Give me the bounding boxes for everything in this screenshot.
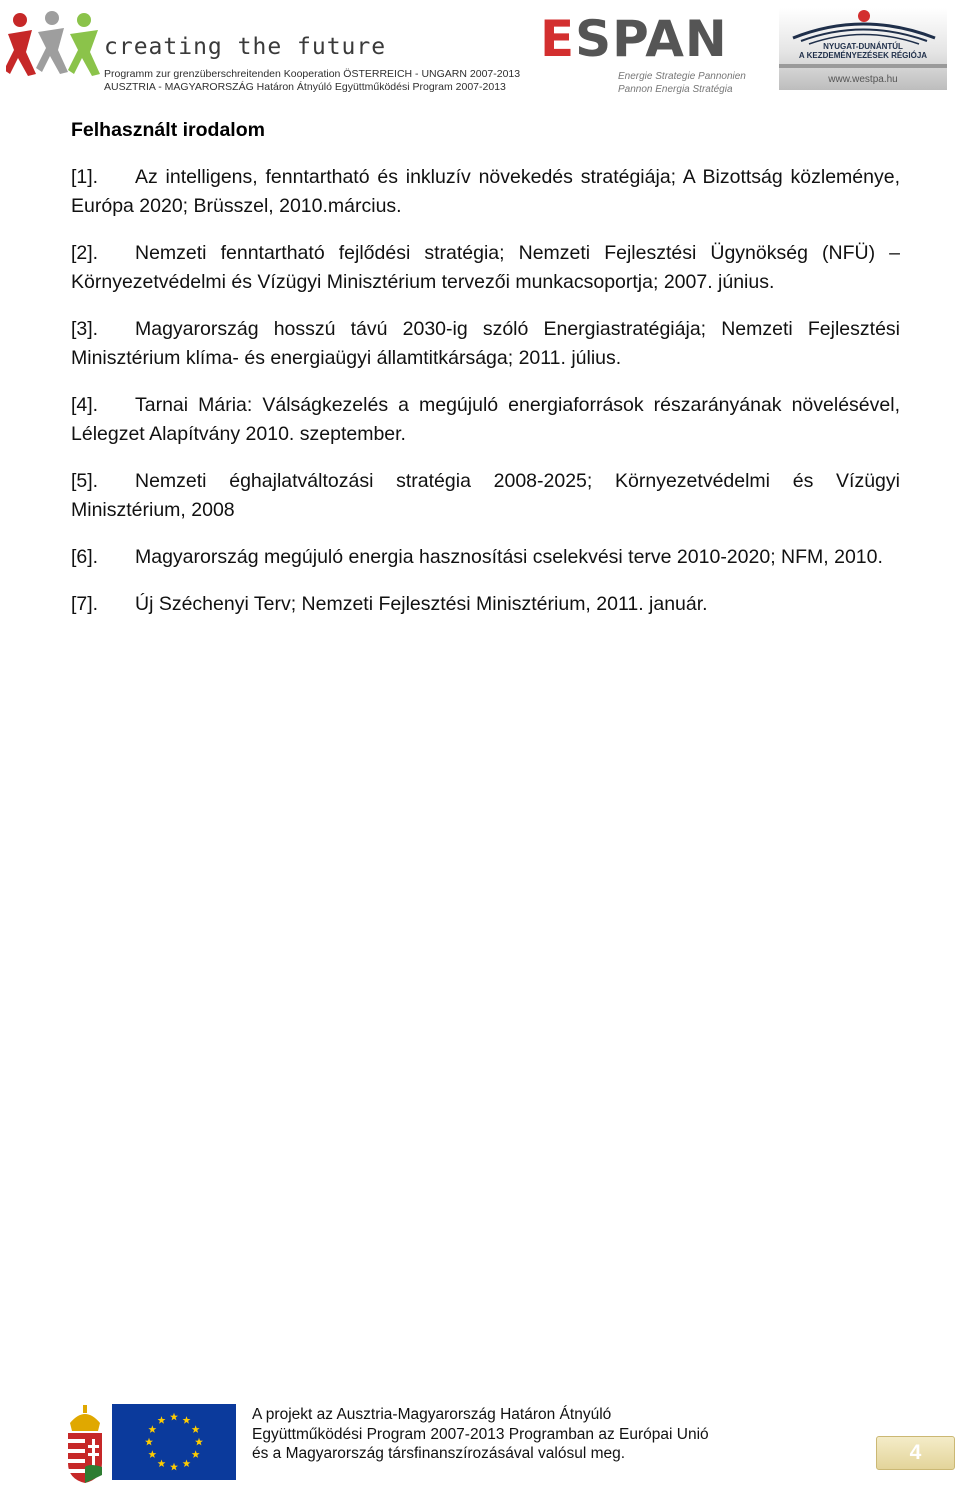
- page-number: 4: [909, 1441, 922, 1464]
- reference-item: [71, 163, 900, 221]
- reference-number: [4].: [71, 394, 99, 416]
- espan-logo: [540, 10, 746, 96]
- reference-text: Magyarország hosszú távú 2030-ig szóló Energiastratégiája; Nemzeti Fejlesztési Minisztérium klíma- és energiaügyi államtitkársága; 2011. július.: [71, 318, 900, 369]
- reference-number: [7].: [71, 593, 99, 615]
- reference-number: [2].: [71, 242, 99, 264]
- reference-item: [71, 590, 900, 619]
- reference-item: [71, 315, 900, 373]
- reference-item: [71, 239, 900, 297]
- reference-item: [71, 543, 900, 572]
- funding-notice: [252, 1405, 709, 1464]
- espan-letters: SPAN: [575, 10, 728, 68]
- ctf-subtitle-de: Programm zur grenzüberschreitenden Kooperation ÖSTERREICH - UNGARN 2007-2013: [104, 68, 521, 80]
- westpa-logo: [779, 8, 947, 90]
- espan-wordmark: [540, 10, 728, 68]
- westpa-subtitle: A KEZDEMÉNYEZÉSEK RÉGIÓJA: [798, 51, 928, 60]
- reference-text: Az intelligens, fenntartható és inkluzív növekedés stratégiája; A Bizottság közleménye, Európa 2020; Brüsszel, 2010.március.: [71, 166, 900, 217]
- page-footer: [0, 1400, 960, 1491]
- reference-text: Új Széchenyi Terv; Nemzeti Fejlesztési Minisztérium, 2011. január.: [135, 593, 708, 615]
- ctf-subtitle-hu: AUSZTRIA - MAGYARORSZÁG Határon Átnyúló Együttműködési Program 2007-2013: [104, 81, 506, 93]
- ctf-title: creating the future: [104, 34, 387, 60]
- reference-text: Magyarország megújuló energia hasznosítási cselekvési terve 2010-2020; NFM, 2010.: [135, 546, 883, 568]
- reference-item: [71, 391, 900, 449]
- hungarian-coat-of-arms-icon: [64, 1405, 106, 1483]
- funding-notice-line: Együttműködési Program 2007-2013 Programban az Európai Unió: [252, 1425, 709, 1443]
- espan-subtitle-hu: Pannon Energia Stratégia: [618, 84, 733, 95]
- page-header: [0, 0, 960, 100]
- reference-number: [1].: [71, 166, 99, 188]
- section-heading: Felhasznált irodalom: [71, 119, 265, 141]
- espan-letter-e: E: [540, 10, 576, 68]
- westpa-title: NYUGAT-DUNÁNTÚL: [823, 42, 903, 51]
- reference-text: Nemzeti fenntartható fejlődési stratégia; Nemzeti Fejlesztési Ügynökség (NFÜ) – Környezetvédelmi és Vízügyi Minisztérium tervezői munkacsoportja; 2007. június.: [71, 242, 900, 293]
- creating-the-future-logo: [6, 8, 521, 93]
- reference-number: [3].: [71, 318, 99, 340]
- reference-text: Nemzeti éghajlatváltozási stratégia 2008-2025; Környezetvédelmi és Vízügyi Minisztérium, 2008: [71, 470, 900, 521]
- reference-text: Tarnai Mária: Válságkezelés a megújuló energiaforrások részarányának növelésével, Lélegzet Alapítvány 2010. szeptember.: [71, 394, 900, 445]
- westpa-url: www.westpa.hu: [828, 74, 898, 85]
- eu-flag-icon: [112, 1404, 236, 1480]
- funding-notice-line: A projekt az Ausztria-Magyarország Határon Átnyúló: [252, 1406, 612, 1423]
- reference-number: [5].: [71, 470, 99, 492]
- people-figures-icon: [6, 8, 102, 86]
- espan-subtitle-de: Energie Strategie Pannonien: [618, 71, 746, 82]
- page-number-badge: [876, 1436, 955, 1470]
- funding-notice-line: és a Magyarország társfinanszírozásával valósul meg.: [252, 1445, 626, 1462]
- reference-number: [6].: [71, 546, 99, 568]
- reference-item: [71, 467, 900, 525]
- document-body: [71, 116, 900, 637]
